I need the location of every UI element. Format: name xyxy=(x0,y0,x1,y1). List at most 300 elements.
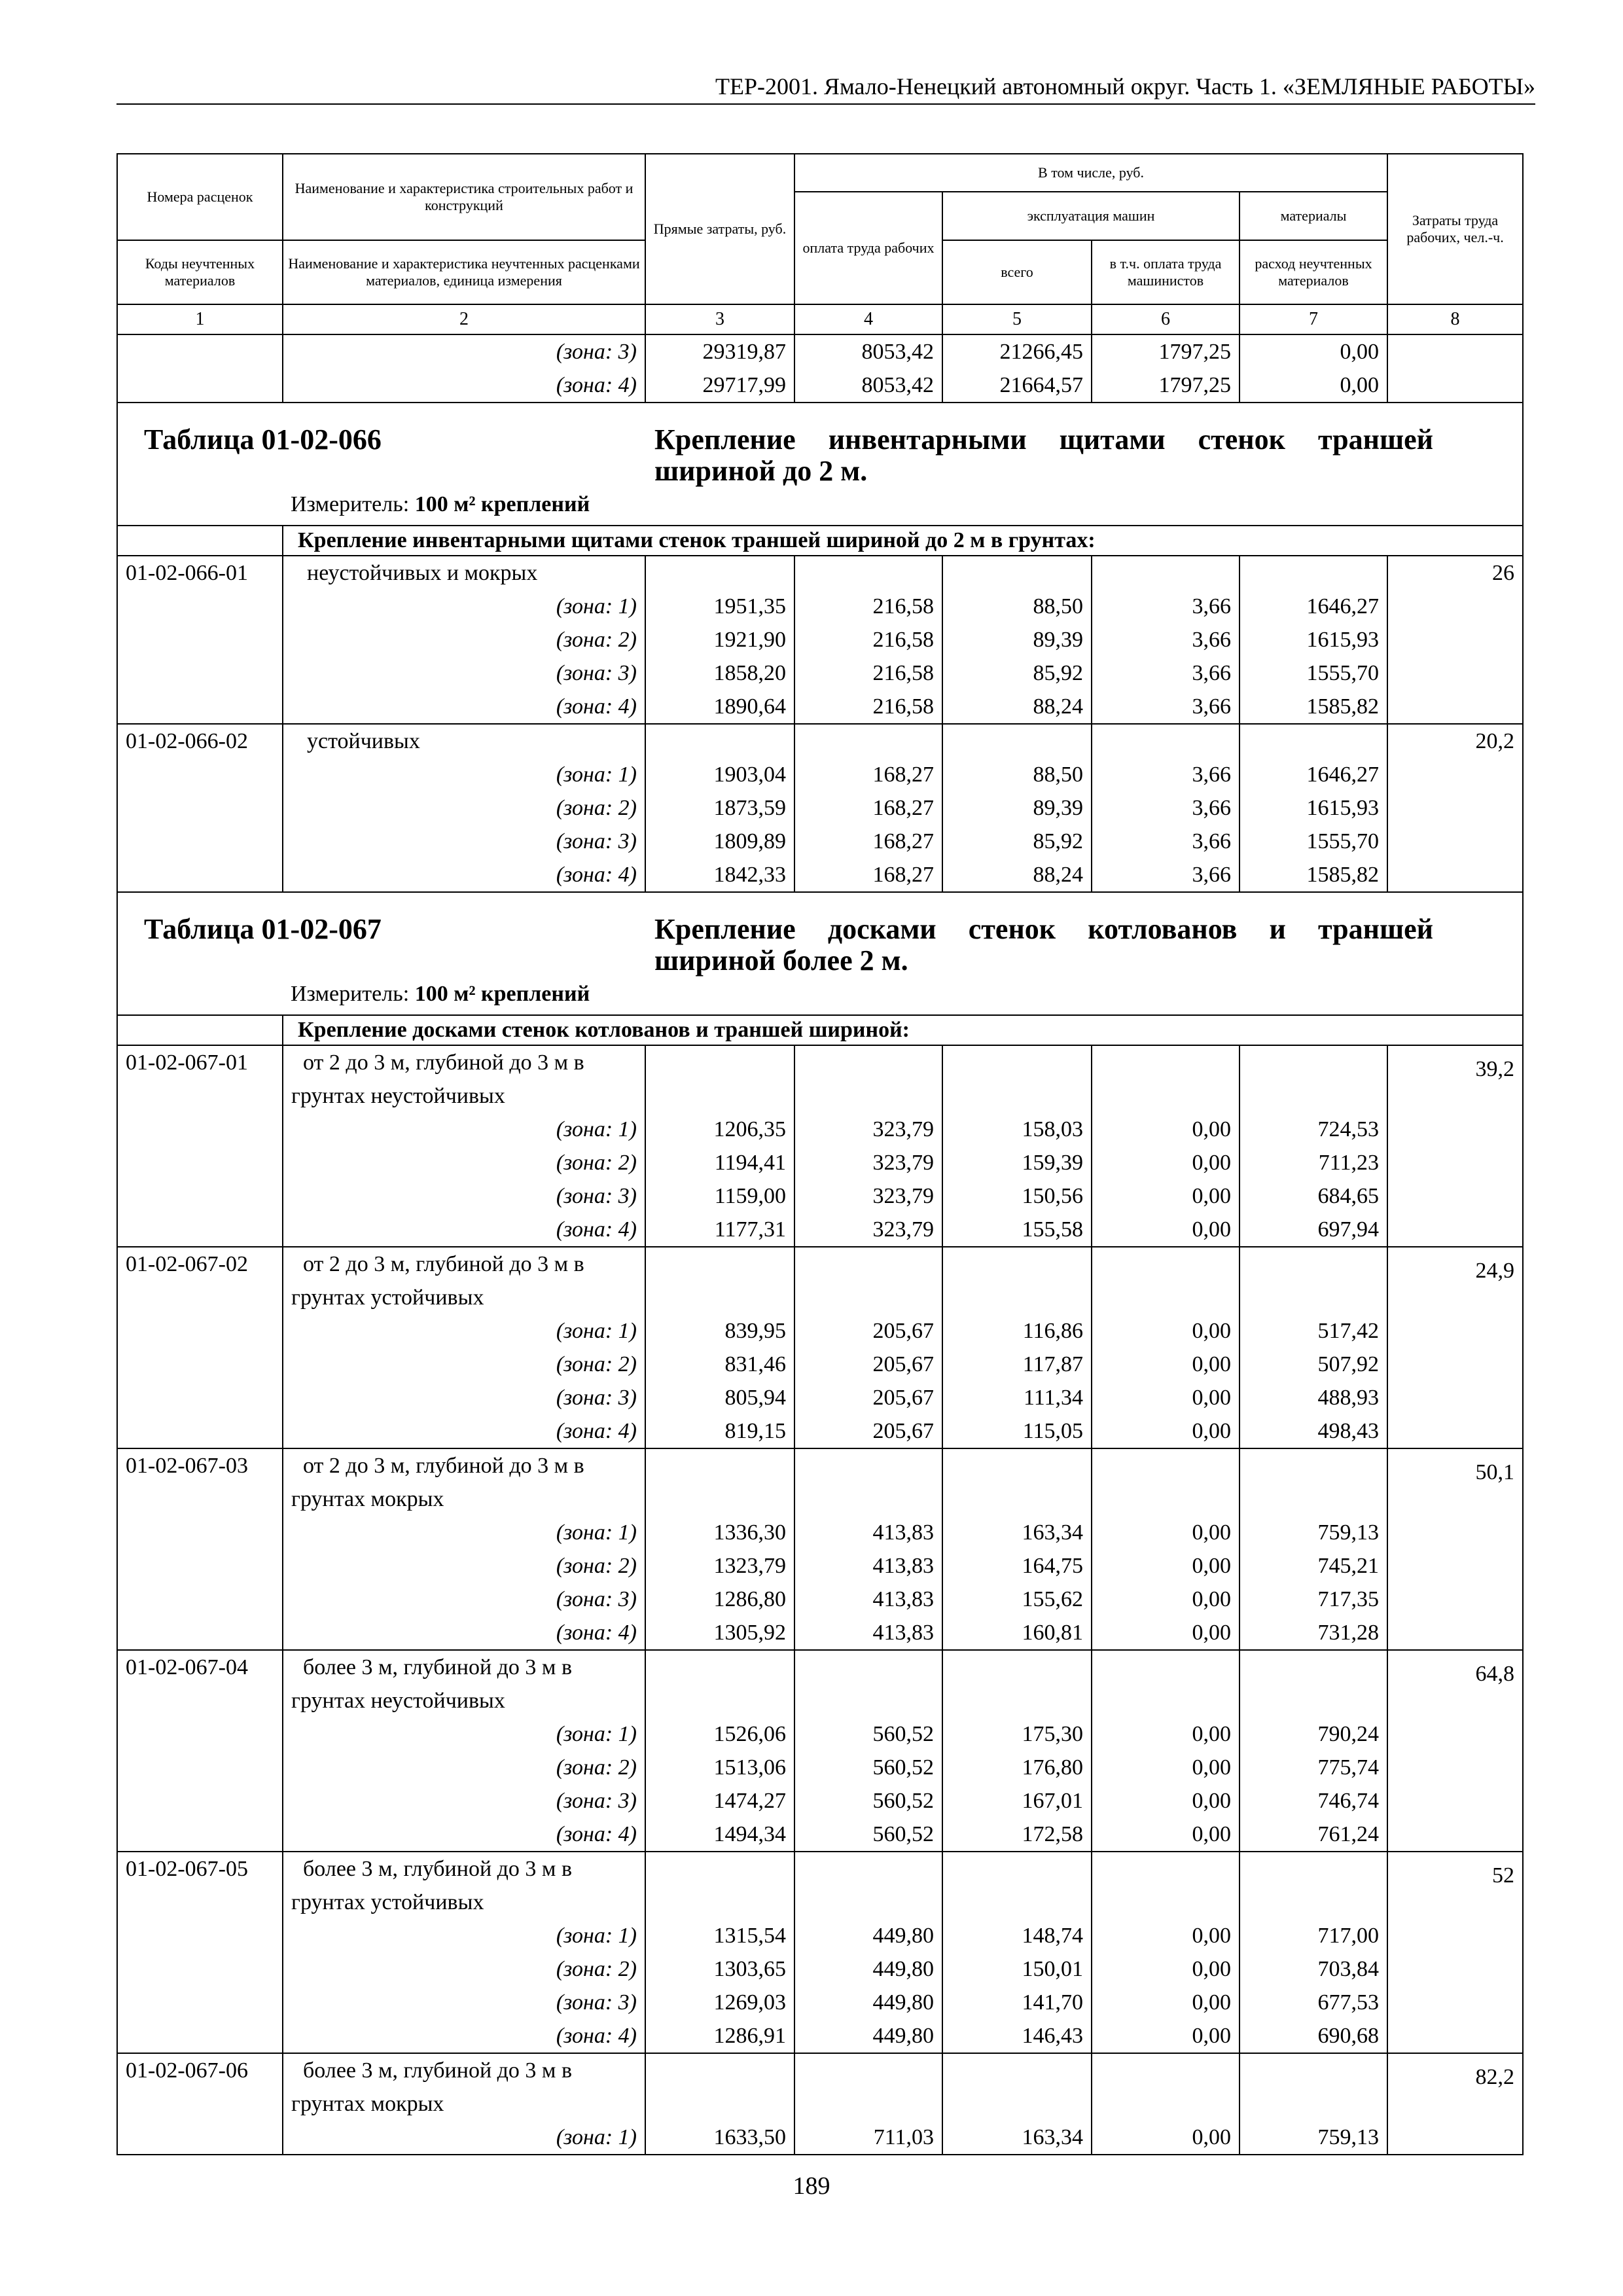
materials-value: 1646,27 xyxy=(1240,590,1387,623)
zone-label: (зона: 4) xyxy=(283,1818,645,1852)
zone-label: (зона: 1) xyxy=(283,1314,645,1348)
labor-value xyxy=(1387,1113,1523,1146)
materials-value: 1585,82 xyxy=(1240,690,1387,724)
zone-row xyxy=(117,758,1523,791)
zone-label: (зона: 1) xyxy=(283,1516,645,1549)
labor-value xyxy=(1387,590,1523,623)
empty-cell xyxy=(794,1852,942,1919)
wages-value: 205,67 xyxy=(794,1414,942,1448)
col-header-codes: Номера расценок xyxy=(117,154,283,240)
operator-wages-value: 0,00 xyxy=(1092,2019,1240,2053)
zone-label: (зона: 2) xyxy=(283,1549,645,1583)
zone-label: (зона: 2) xyxy=(283,1348,645,1381)
empty-cell xyxy=(942,1247,1092,1314)
direct-costs-value: 1873,59 xyxy=(645,791,794,825)
operator-wages-value: 0,00 xyxy=(1092,1952,1240,1986)
col-header-direct-costs: Прямые затраты, руб. xyxy=(645,154,794,304)
machines-total-value: 88,24 xyxy=(942,858,1092,892)
materials-value: 507,92 xyxy=(1240,1348,1387,1381)
labor-value: 82,2 xyxy=(1387,2053,1523,2121)
operator-wages-value: 0,00 xyxy=(1092,1179,1240,1213)
empty-cell xyxy=(794,1448,942,1516)
empty-cell xyxy=(1092,1045,1240,1113)
wages-value: 323,79 xyxy=(794,1179,942,1213)
machines-total-value: 176,80 xyxy=(942,1751,1092,1784)
materials-value: 1615,93 xyxy=(1240,623,1387,656)
empty-cell xyxy=(942,1045,1092,1113)
direct-costs-value: 1286,80 xyxy=(645,1583,794,1616)
operator-wages-value: 0,00 xyxy=(1092,1818,1240,1852)
zone-row xyxy=(117,1986,1523,2019)
labor-value xyxy=(1387,1179,1523,1213)
materials-value: 761,24 xyxy=(1240,1818,1387,1852)
materials-value: 724,53 xyxy=(1240,1113,1387,1146)
labor-value: 64,8 xyxy=(1387,1650,1523,1717)
item-code: 01-02-067-05 xyxy=(117,1852,283,1919)
wages-value: 449,80 xyxy=(794,1952,942,1986)
wages-value: 449,80 xyxy=(794,2019,942,2053)
operator-wages-value: 1797,25 xyxy=(1092,368,1240,403)
wages-value: 711,03 xyxy=(794,2121,942,2155)
direct-costs-value: 1633,50 xyxy=(645,2121,794,2155)
zone-label: (зона: 4) xyxy=(283,858,645,892)
empty-cell xyxy=(645,1247,794,1314)
empty-cell xyxy=(1092,1650,1240,1717)
col-number: 4 xyxy=(794,304,942,334)
operator-wages-value: 0,00 xyxy=(1092,1616,1240,1650)
materials-value: 746,74 xyxy=(1240,1784,1387,1818)
operator-wages-value: 0,00 xyxy=(1092,1414,1240,1448)
labor-value xyxy=(1387,1146,1523,1179)
direct-costs-value: 1206,35 xyxy=(645,1113,794,1146)
wages-value: 323,79 xyxy=(794,1213,942,1247)
empty-cell xyxy=(1240,1045,1387,1113)
machines-total-value: 167,01 xyxy=(942,1784,1092,1818)
empty-cell xyxy=(1240,1650,1387,1717)
operator-wages-value: 0,00 xyxy=(1092,1784,1240,1818)
machines-total-value: 117,87 xyxy=(942,1348,1092,1381)
labor-value xyxy=(1387,1919,1523,1952)
zone-label: (зона: 3) xyxy=(283,334,645,368)
empty-cell xyxy=(1092,2053,1240,2121)
code-cell xyxy=(117,334,283,368)
item-code: 01-02-067-02 xyxy=(117,1247,283,1314)
item-row xyxy=(117,724,1523,758)
direct-costs-value: 29717,99 xyxy=(645,368,794,403)
code-cell xyxy=(117,1818,283,1852)
zone-label: (зона: 3) xyxy=(283,656,645,690)
code-cell xyxy=(117,1784,283,1818)
direct-costs-value: 1159,00 xyxy=(645,1179,794,1213)
direct-costs-value: 1903,04 xyxy=(645,758,794,791)
col-header-materials: материалы xyxy=(1240,192,1387,240)
empty-cell xyxy=(942,724,1092,758)
operator-wages-value: 1797,25 xyxy=(1092,334,1240,368)
table-title-row xyxy=(117,892,1523,1015)
direct-costs-value: 1474,27 xyxy=(645,1784,794,1818)
machines-total-value: 163,34 xyxy=(942,1516,1092,1549)
zone-row xyxy=(117,1314,1523,1348)
code-cell xyxy=(117,1717,283,1751)
materials-value: 717,35 xyxy=(1240,1583,1387,1616)
item-code: 01-02-067-03 xyxy=(117,1448,283,1516)
wages-value: 413,83 xyxy=(794,1549,942,1583)
machines-total-value: 164,75 xyxy=(942,1549,1092,1583)
code-cell xyxy=(117,656,283,690)
zone-label: (зона: 2) xyxy=(283,791,645,825)
zone-label: (зона: 4) xyxy=(283,2019,645,2053)
col-header-material-codes: Коды неучтенных материалов xyxy=(117,240,283,304)
materials-value: 775,74 xyxy=(1240,1751,1387,1784)
col-header-material-names: Наименование и характеристика неучтенных расценками материалов, единица измерения xyxy=(283,240,645,304)
zone-label: (зона: 2) xyxy=(283,1146,645,1179)
code-cell xyxy=(117,1179,283,1213)
operator-wages-value: 0,00 xyxy=(1092,1549,1240,1583)
machines-total-value: 115,05 xyxy=(942,1414,1092,1448)
empty-cell xyxy=(794,1247,942,1314)
code-cell xyxy=(117,1146,283,1179)
item-code: 01-02-066-01 xyxy=(117,556,283,590)
item-name: от 2 до 3 м, глубиной до 3 м в грунтах устойчивых xyxy=(283,1247,645,1314)
materials-value: 759,13 xyxy=(1240,2121,1387,2155)
item-code: 01-02-066-02 xyxy=(117,724,283,758)
empty-cell xyxy=(794,556,942,590)
empty-cell xyxy=(645,2053,794,2121)
labor-value xyxy=(1387,858,1523,892)
item-row xyxy=(117,1247,1523,1314)
zone-row xyxy=(117,1516,1523,1549)
labor-value xyxy=(1387,1952,1523,1986)
operator-wages-value: 3,66 xyxy=(1092,590,1240,623)
machines-total-value: 88,24 xyxy=(942,690,1092,724)
empty-cell xyxy=(645,1045,794,1113)
materials-value: 703,84 xyxy=(1240,1952,1387,1986)
item-row xyxy=(117,556,1523,590)
wages-value: 413,83 xyxy=(794,1583,942,1616)
code-cell xyxy=(117,1919,283,1952)
direct-costs-value: 1921,90 xyxy=(645,623,794,656)
materials-value: 697,94 xyxy=(1240,1213,1387,1247)
machines-total-value: 155,58 xyxy=(942,1213,1092,1247)
empty-cell xyxy=(645,1852,794,1919)
item-row xyxy=(117,1045,1523,1113)
labor-value xyxy=(1387,791,1523,825)
col-header-wages: оплата труда рабочих xyxy=(794,192,942,304)
direct-costs-value: 29319,87 xyxy=(645,334,794,368)
direct-costs-value: 1951,35 xyxy=(645,590,794,623)
wages-value: 216,58 xyxy=(794,656,942,690)
table-title-cell xyxy=(117,403,1523,526)
code-cell xyxy=(117,1516,283,1549)
empty-cell xyxy=(942,1852,1092,1919)
machines-total-value: 175,30 xyxy=(942,1717,1092,1751)
machines-total-value: 155,62 xyxy=(942,1583,1092,1616)
labor-value xyxy=(1387,1583,1523,1616)
direct-costs-value: 1336,30 xyxy=(645,1516,794,1549)
wages-value: 8053,42 xyxy=(794,368,942,403)
section-row xyxy=(117,526,1523,556)
empty-cell xyxy=(794,1650,942,1717)
labor-value xyxy=(1387,1751,1523,1784)
zone-row xyxy=(117,1381,1523,1414)
machines-total-value: 172,58 xyxy=(942,1818,1092,1852)
machines-total-value: 150,01 xyxy=(942,1952,1092,1986)
header-row-1 xyxy=(117,154,1523,192)
materials-value: 1555,70 xyxy=(1240,825,1387,858)
section-row xyxy=(117,1015,1523,1045)
col-number: 7 xyxy=(1240,304,1387,334)
col-header-name: Наименование и характеристика строительных работ и конструкций xyxy=(283,154,645,240)
machines-total-value: 111,34 xyxy=(942,1381,1092,1414)
zone-row xyxy=(117,1616,1523,1650)
zone-label: (зона: 3) xyxy=(283,1381,645,1414)
materials-value: 1555,70 xyxy=(1240,656,1387,690)
code-cell xyxy=(117,590,283,623)
item-name: более 3 м, глубиной до 3 м в грунтах устойчивых xyxy=(283,1852,645,1919)
operator-wages-value: 3,66 xyxy=(1092,623,1240,656)
col-number: 1 xyxy=(117,304,283,334)
zone-row xyxy=(117,791,1523,825)
wages-value: 560,52 xyxy=(794,1784,942,1818)
item-name: устойчивых xyxy=(283,724,645,758)
materials-value: 1646,27 xyxy=(1240,758,1387,791)
direct-costs-value: 1305,92 xyxy=(645,1616,794,1650)
operator-wages-value: 3,66 xyxy=(1092,758,1240,791)
machines-total-value: 146,43 xyxy=(942,2019,1092,2053)
zone-label: (зона: 4) xyxy=(283,368,645,403)
empty-cell xyxy=(942,1448,1092,1516)
empty-cell xyxy=(794,2053,942,2121)
wages-value: 8053,42 xyxy=(794,334,942,368)
labor-value xyxy=(1387,1549,1523,1583)
empty-cell xyxy=(794,1045,942,1113)
code-cell xyxy=(117,858,283,892)
item-row xyxy=(117,1448,1523,1516)
operator-wages-value: 3,66 xyxy=(1092,690,1240,724)
labor-value xyxy=(1387,1986,1523,2019)
measure-unit xyxy=(144,979,1516,1009)
empty-cell xyxy=(645,724,794,758)
zone-label: (зона: 4) xyxy=(283,690,645,724)
empty-cell xyxy=(1240,1247,1387,1314)
col-header-machines: эксплуатация машин xyxy=(942,192,1240,240)
operator-wages-value: 0,00 xyxy=(1092,1381,1240,1414)
col-header-labor: Затраты труда рабочих, чел.-ч. xyxy=(1387,154,1523,304)
section-title: Крепление досками стенок котлованов и траншей шириной: xyxy=(283,1015,1523,1045)
zone-row xyxy=(117,1549,1523,1583)
empty-cell xyxy=(1240,556,1387,590)
labor-value xyxy=(1387,1616,1523,1650)
col-number: 3 xyxy=(645,304,794,334)
zone-row xyxy=(117,1919,1523,1952)
code-cell xyxy=(117,2019,283,2053)
labor-value xyxy=(1387,1784,1523,1818)
measure-prefix: Измеритель: xyxy=(291,982,415,1006)
table-title: Крепление досками стенок котлованов и траншей шириной более 2 м. xyxy=(654,913,1433,977)
machines-total-value: 158,03 xyxy=(942,1113,1092,1146)
direct-costs-value: 1526,06 xyxy=(645,1717,794,1751)
code-cell xyxy=(117,1583,283,1616)
zone-row xyxy=(117,1952,1523,1986)
zone-label: (зона: 4) xyxy=(283,1414,645,1448)
materials-value: 488,93 xyxy=(1240,1381,1387,1414)
code-cell xyxy=(117,791,283,825)
operator-wages-value: 0,00 xyxy=(1092,1113,1240,1146)
zone-row xyxy=(117,690,1523,724)
machines-total-value: 159,39 xyxy=(942,1146,1092,1179)
direct-costs-value: 1323,79 xyxy=(645,1549,794,1583)
operator-wages-value: 3,66 xyxy=(1092,825,1240,858)
direct-costs-value: 1513,06 xyxy=(645,1751,794,1784)
machines-total-value: 116,86 xyxy=(942,1314,1092,1348)
empty-cell xyxy=(1240,1448,1387,1516)
empty-cell xyxy=(1092,1448,1240,1516)
labor-value xyxy=(1387,2019,1523,2053)
zone-row xyxy=(117,1179,1523,1213)
code-cell xyxy=(117,1549,283,1583)
wages-value: 323,79 xyxy=(794,1113,942,1146)
code-cell xyxy=(117,1213,283,1247)
code-cell xyxy=(117,758,283,791)
direct-costs-value: 819,15 xyxy=(645,1414,794,1448)
direct-costs-value: 831,46 xyxy=(645,1348,794,1381)
code-cell xyxy=(117,1381,283,1414)
direct-costs-value: 1842,33 xyxy=(645,858,794,892)
labor-value xyxy=(1387,1213,1523,1247)
materials-value: 790,24 xyxy=(1240,1717,1387,1751)
machines-total-value: 160,81 xyxy=(942,1616,1092,1650)
code-cell xyxy=(117,1314,283,1348)
measure-value: 100 м² креплений xyxy=(414,982,590,1006)
code-cell xyxy=(117,690,283,724)
labor-value: 50,1 xyxy=(1387,1448,1523,1516)
labor-value xyxy=(1387,1348,1523,1381)
zone-label: (зона: 1) xyxy=(283,1717,645,1751)
col-number: 2 xyxy=(283,304,645,334)
item-code: 01-02-067-06 xyxy=(117,2053,283,2121)
empty-cell xyxy=(942,1650,1092,1717)
materials-value: 677,53 xyxy=(1240,1986,1387,2019)
machines-total-value: 85,92 xyxy=(942,656,1092,690)
empty-cell xyxy=(1240,724,1387,758)
wages-value: 205,67 xyxy=(794,1348,942,1381)
machines-total-value: 89,39 xyxy=(942,791,1092,825)
materials-value: 0,00 xyxy=(1240,368,1387,403)
empty-cell xyxy=(1240,1852,1387,1919)
col-header-operator-wages: в т.ч. оплата труда машинистов xyxy=(1092,240,1240,304)
zone-row xyxy=(117,1717,1523,1751)
labor-value: 20,2 xyxy=(1387,724,1523,758)
wages-value: 168,27 xyxy=(794,858,942,892)
machines-total-value: 21266,45 xyxy=(942,334,1092,368)
direct-costs-value: 1858,20 xyxy=(645,656,794,690)
zone-row xyxy=(117,1213,1523,1247)
zone-label: (зона: 3) xyxy=(283,1583,645,1616)
item-row xyxy=(117,1852,1523,1919)
zone-label: (зона: 2) xyxy=(283,623,645,656)
materials-value: 1615,93 xyxy=(1240,791,1387,825)
operator-wages-value: 0,00 xyxy=(1092,1751,1240,1784)
labor-value xyxy=(1387,690,1523,724)
code-cell xyxy=(117,1616,283,1650)
code-cell xyxy=(117,368,283,403)
col-header-machines-total: всего xyxy=(942,240,1092,304)
empty-cell xyxy=(645,556,794,590)
zone-label: (зона: 2) xyxy=(283,1952,645,1986)
zone-row xyxy=(117,1414,1523,1448)
code-cell xyxy=(117,2121,283,2155)
operator-wages-value: 0,00 xyxy=(1092,1146,1240,1179)
zone-row xyxy=(117,368,1523,403)
materials-value: 759,13 xyxy=(1240,1516,1387,1549)
materials-value: 0,00 xyxy=(1240,334,1387,368)
materials-value: 745,21 xyxy=(1240,1549,1387,1583)
col-header-including: В том числе, руб. xyxy=(794,154,1387,192)
wages-value: 323,79 xyxy=(794,1146,942,1179)
materials-value: 517,42 xyxy=(1240,1314,1387,1348)
direct-costs-value: 1494,34 xyxy=(645,1818,794,1852)
labor-value xyxy=(1387,1717,1523,1751)
machines-total-value: 85,92 xyxy=(942,825,1092,858)
code-cell xyxy=(117,1113,283,1146)
machines-total-value: 148,74 xyxy=(942,1919,1092,1952)
zone-row xyxy=(117,2121,1523,2155)
operator-wages-value: 0,00 xyxy=(1092,1717,1240,1751)
zone-label: (зона: 1) xyxy=(283,1919,645,1952)
wages-value: 205,67 xyxy=(794,1314,942,1348)
labor-value xyxy=(1387,1314,1523,1348)
wages-value: 205,67 xyxy=(794,1381,942,1414)
operator-wages-value: 0,00 xyxy=(1092,1986,1240,2019)
page-number: 189 xyxy=(793,2172,830,2200)
zone-row xyxy=(117,825,1523,858)
code-cell xyxy=(117,1986,283,2019)
labor-value: 52 xyxy=(1387,1852,1523,1919)
materials-value: 731,28 xyxy=(1240,1616,1387,1650)
zone-row xyxy=(117,1348,1523,1381)
labor-value xyxy=(1387,656,1523,690)
machines-total-value: 88,50 xyxy=(942,590,1092,623)
wages-value: 560,52 xyxy=(794,1751,942,1784)
materials-value: 690,68 xyxy=(1240,2019,1387,2053)
wages-value: 560,52 xyxy=(794,1717,942,1751)
zone-label: (зона: 3) xyxy=(283,1179,645,1213)
zone-label: (зона: 1) xyxy=(283,590,645,623)
col-number: 5 xyxy=(942,304,1092,334)
zone-label: (зона: 1) xyxy=(283,2121,645,2155)
labor-value xyxy=(1387,2121,1523,2155)
zone-row xyxy=(117,334,1523,368)
labor-value xyxy=(1387,1414,1523,1448)
materials-value: 711,23 xyxy=(1240,1146,1387,1179)
empty-cell xyxy=(942,2053,1092,2121)
code-cell xyxy=(117,1751,283,1784)
direct-costs-value: 1286,91 xyxy=(645,2019,794,2053)
price-table xyxy=(116,153,1524,2155)
zone-label: (зона: 3) xyxy=(283,1784,645,1818)
zone-row xyxy=(117,1784,1523,1818)
labor-value: 24,9 xyxy=(1387,1247,1523,1314)
zone-label: (зона: 2) xyxy=(283,1751,645,1784)
item-code: 01-02-067-01 xyxy=(117,1045,283,1113)
col-number: 8 xyxy=(1387,304,1523,334)
direct-costs-value: 805,94 xyxy=(645,1381,794,1414)
zone-row xyxy=(117,656,1523,690)
labor-value xyxy=(1387,623,1523,656)
empty-cell xyxy=(1092,556,1240,590)
zone-label: (зона: 4) xyxy=(283,1616,645,1650)
operator-wages-value: 0,00 xyxy=(1092,1583,1240,1616)
